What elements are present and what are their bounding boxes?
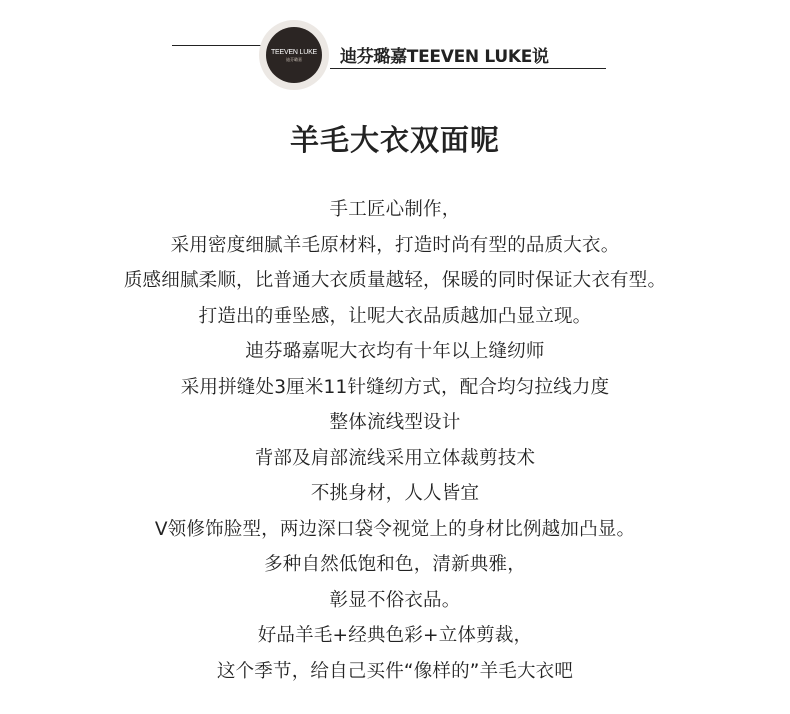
description-line: 彰显不俗衣品。 [329, 589, 461, 611]
description-line: 打造出的垂坠感，让呢大衣品质越加凸显立现。 [198, 305, 592, 327]
brand-logo-subtext: 迪芬璐嘉 [286, 56, 302, 62]
description-lines [0, 192, 790, 689]
description-line: 采用密度细腻羊毛原材料，打造时尚有型的品质大衣。 [170, 234, 620, 256]
description-line: 好品羊毛+经典色彩+立体剪裁， [257, 625, 533, 646]
header-rule-right [330, 68, 606, 69]
brand-logo-text: TEEVEN LUKE [270, 48, 318, 56]
description-line: 采用拼缝处3厘米11针缝纫方式，配合均匀拉线力度 [180, 376, 610, 398]
brand-title: 迪芬璐嘉TEEVEN LUKE说 [340, 47, 549, 67]
description-line: 手工匠心制作， [329, 199, 461, 220]
description-line: 背部及肩部流线采用立体裁剪技术 [254, 447, 536, 469]
description-line: V领修饰脸型，两边深口袋令视觉上的身材比例越加凸显。 [154, 518, 636, 540]
brand-header [0, 0, 790, 100]
description-line: 迪芬璐嘉呢大衣均有十年以上缝纫师 [245, 341, 545, 362]
description-line: 这个季节，给自己买件“像样的”羊毛大衣吧 [216, 660, 574, 682]
description-line: 整体流线型设计 [329, 412, 461, 433]
brand-logo-icon [266, 27, 322, 83]
description-line: 不挑身材，人人皆宜 [310, 483, 480, 504]
description-line: 质感细腻柔顺，比普通大衣质量越轻，保暖的同时保证大衣有型。 [123, 270, 667, 291]
header-rule-left [172, 45, 262, 46]
page-title: 羊毛大衣双面呢 [289, 123, 500, 157]
brand-logo-badge [259, 20, 329, 90]
description-line: 多种自然低饱和色，清新典雅， [264, 554, 526, 575]
